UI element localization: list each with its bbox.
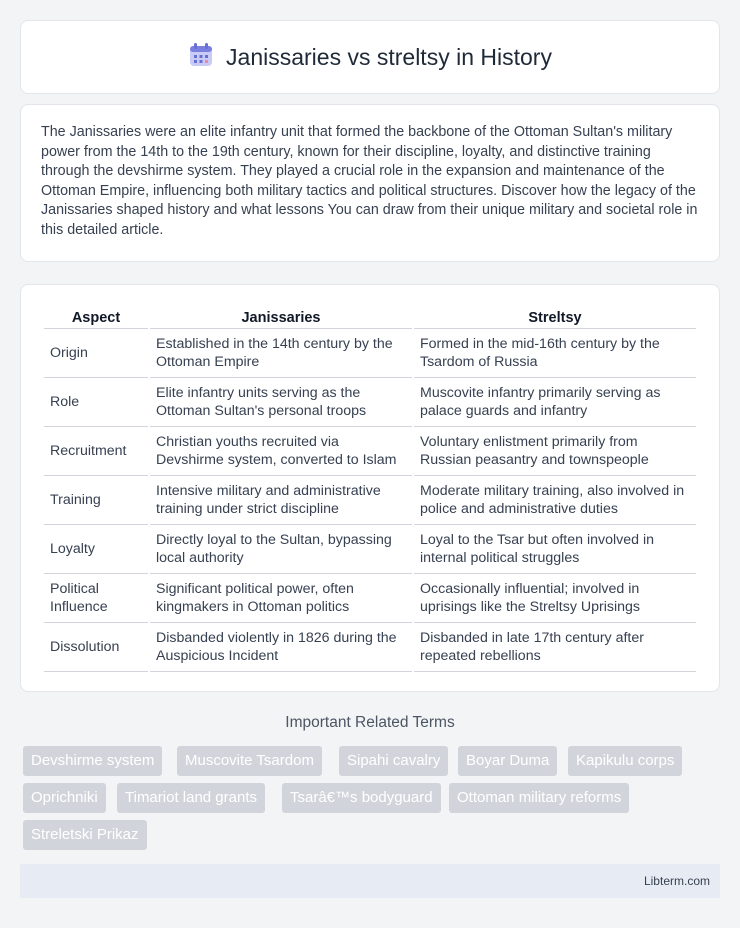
header-streltsy: Streltsy xyxy=(414,307,696,329)
table-row xyxy=(44,623,696,672)
janissaries-cell: Significant political power, often kingmakers in Ottoman politics xyxy=(150,574,412,623)
janissaries-cell: Christian youths recruited via Devshirme system, converted to Islam xyxy=(150,427,412,476)
aspect-cell: Training xyxy=(44,476,148,525)
streltsy-cell: Disbanded in late 17th century after repeated rebellions xyxy=(414,623,696,672)
tag-oprichniki[interactable]: Oprichniki xyxy=(23,783,106,813)
aspect-cell: Role xyxy=(44,378,148,427)
streltsy-cell: Voluntary enlistment primarily from Russian peasantry and townspeople xyxy=(414,427,696,476)
streltsy-cell: Moderate military training, also involved in police and administrative duties xyxy=(414,476,696,525)
janissaries-cell: Disbanded violently in 1826 during the Auspicious Incident xyxy=(150,623,412,672)
table-row xyxy=(44,427,696,476)
calendar-icon xyxy=(188,42,214,73)
table-row xyxy=(44,476,696,525)
streltsy-cell: Formed in the mid-16th century by the Tsardom of Russia xyxy=(414,329,696,378)
table-row xyxy=(44,329,696,378)
table-row xyxy=(44,574,696,623)
janissaries-cell: Established in the 14th century by the Ottoman Empire xyxy=(150,329,412,378)
janissaries-cell: Directly loyal to the Sultan, bypassing local authority xyxy=(150,525,412,574)
tag-ottoman-military-reforms[interactable]: Ottoman military reforms xyxy=(449,783,629,813)
streltsy-cell: Muscovite infantry primarily serving as palace guards and infantry xyxy=(414,378,696,427)
janissaries-cell: Elite infantry units serving as the Ottoman Sultan's personal troops xyxy=(150,378,412,427)
tag-kapikulu-corps[interactable]: Kapikulu corps xyxy=(568,746,682,776)
aspect-cell: Recruitment xyxy=(44,427,148,476)
comparison-table-card xyxy=(20,284,720,692)
aspect-cell: Political Influence xyxy=(44,574,148,623)
tag-muscovite-tsardom[interactable]: Muscovite Tsardom xyxy=(177,746,322,776)
table-header-row xyxy=(44,307,696,329)
header-card xyxy=(20,20,720,94)
comparison-table xyxy=(42,307,698,672)
aspect-cell: Loyalty xyxy=(44,525,148,574)
aspect-cell: Dissolution xyxy=(44,623,148,672)
janissaries-cell: Intensive military and administrative training under strict discipline xyxy=(150,476,412,525)
related-terms-title: Important Related Terms xyxy=(285,714,455,731)
tag-tsars-bodyguard[interactable]: Tsarâ€™s bodyguard xyxy=(282,783,441,813)
table-row xyxy=(44,525,696,574)
tag-devshirme-system[interactable]: Devshirme system xyxy=(23,746,162,776)
tag-timariot-land-grants[interactable]: Timariot land grants xyxy=(117,783,265,813)
header-janissaries: Janissaries xyxy=(150,307,412,329)
header-aspect: Aspect xyxy=(44,307,148,329)
streltsy-cell: Occasionally influential; involved in uprisings like the Streltsy Uprisings xyxy=(414,574,696,623)
table-row xyxy=(44,378,696,427)
page-title: Janissaries vs streltsy in History xyxy=(226,43,552,70)
tag-boyar-duma[interactable]: Boyar Duma xyxy=(458,746,557,776)
footer-site-link[interactable]: Libterm.com xyxy=(643,874,710,888)
streltsy-cell: Loyal to the Tsar but often involved in internal political struggles xyxy=(414,525,696,574)
tag-sipahi-cavalry[interactable]: Sipahi cavalry xyxy=(339,746,448,776)
intro-card xyxy=(20,104,720,262)
aspect-cell: Origin xyxy=(44,329,148,378)
footer xyxy=(20,864,720,898)
intro-text: The Janissaries were an elite infantry unit that formed the backbone of the Ottoman Sultan's military power from the 14th to the 19th century, known for their discipline, loyalty, and distinctive training through the devshirme system. They played a crucial role in the expansion and maintenance of the Ottoman Empire, influencing both military tactics and political structures. Discover how the legacy of the Janissaries shaped history and what lessons You can draw from their unique military and societal role in this detailed article. xyxy=(41,124,698,238)
tag-streletski-prikaz[interactable]: Streletski Prikaz xyxy=(23,820,147,850)
